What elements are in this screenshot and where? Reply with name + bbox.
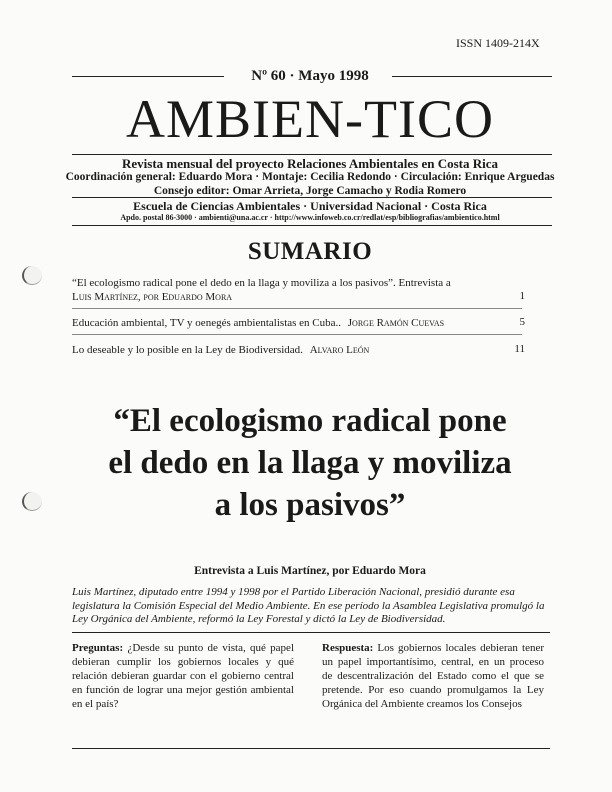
toc-entry-author: Alvaro León (309, 344, 370, 356)
issue-rule-left (72, 76, 224, 77)
binder-hole-top (22, 266, 42, 285)
toc-entry-3 (72, 343, 522, 357)
toc-entry-1 (72, 276, 522, 304)
answer-text: Los gobiernos locales debieran tener un papel importantísimo, central, en un proceso de descentralización del Estado como el que se pretende. Por eso cuando promulgamos la Ley Orgánica del Ambiente creamos los Consejos (322, 642, 544, 710)
school-line: Escuela de Ciencias Ambientales · Universidad Nacional · Costa Rica (133, 199, 487, 213)
masthead-title: AMBIEN-TICO (126, 89, 494, 149)
issue-rule-right (392, 76, 552, 77)
headline-line-3: a los pasivos” (214, 487, 406, 523)
toc-entry-title: “El ecologismo radical pone el dedo en la llaga y moviliza a los pasivos”. Entrevista a (72, 277, 451, 289)
credits-block (60, 170, 560, 198)
toc-entry-title: Educación ambiental, TV y oenegés ambientalistas en Cuba.. (72, 317, 342, 329)
intro-rule (72, 632, 550, 633)
question-label: Preguntas: (72, 642, 124, 654)
credits-line-1: Coordinación general: Eduardo Mora · Montaje: Cecilia Redondo · Circulación: Enrique Arguedas (65, 171, 555, 183)
toc-divider (72, 334, 522, 335)
toc-entry-author: Jorge Ramón Cuevas (347, 317, 445, 329)
binder-hole-bottom (22, 492, 42, 511)
article-intro: Luis Martínez, diputado entre 1994 y 1998 por el Partido Liberación Nacional, presidió durante esa legislatura la Comisión Especial del Medio Ambiente. En ese período la Asamblea Legislativa promulgó la Ley Orgánica del Ambiente, reformó la Ley Forestal y dictó la Ley de Biodiversidad. (72, 586, 545, 625)
question-text: ¿Desde su punto de vista, qué papel debieran cumplir los gobiernos locales y qué relación debieran guardar con el gobierno central en función de lograr una mejor gestión ambiental en el país? (72, 642, 294, 710)
question-paragraph (72, 641, 294, 711)
sumario-heading: SUMARIO (247, 238, 373, 265)
toc-entry-page: 5 (519, 316, 525, 328)
toc-entry-author: Luis Martínez, por Eduardo Mora (72, 291, 233, 303)
headline-line-2: el dedo en la llaga y moviliza (108, 445, 512, 481)
credits-rule (72, 197, 552, 198)
toc-divider (72, 308, 522, 309)
issn-number: ISSN 1409-214X (456, 36, 540, 50)
toc-entry-page: 11 (514, 343, 525, 355)
magazine-subtitle: Revista mensual del proyecto Relaciones Ambientales en Costa Rica (121, 156, 498, 171)
issue-date: Nº 60 · Mayo 1998 (251, 68, 369, 84)
toc-entry-page: 1 (519, 290, 525, 302)
credits-line-2: Consejo editor: Omar Arrieta, Jorge Camacho y Rodia Romero (153, 185, 467, 197)
article-headline (50, 400, 570, 526)
contact-rule (72, 225, 552, 226)
headline-line-1: “El ecologismo radical pone (113, 403, 507, 439)
toc-entry-2 (72, 316, 522, 330)
answer-paragraph (322, 641, 544, 711)
contact-line: Apdo. postal 86-3000 · ambienti@una.ac.cr · http://www.infoweb.co.cr/redlat/esp/bibliografias/ambientico.html (120, 213, 500, 222)
article-byline: Entrevista a Luis Martínez, por Eduardo Mora (194, 565, 426, 577)
masthead-rule (72, 154, 552, 155)
footer-rule (72, 748, 550, 749)
answer-label: Respuesta: (322, 642, 374, 654)
toc-entry-title: Lo deseable y lo posible en la Ley de Biodiversidad. (72, 344, 303, 356)
